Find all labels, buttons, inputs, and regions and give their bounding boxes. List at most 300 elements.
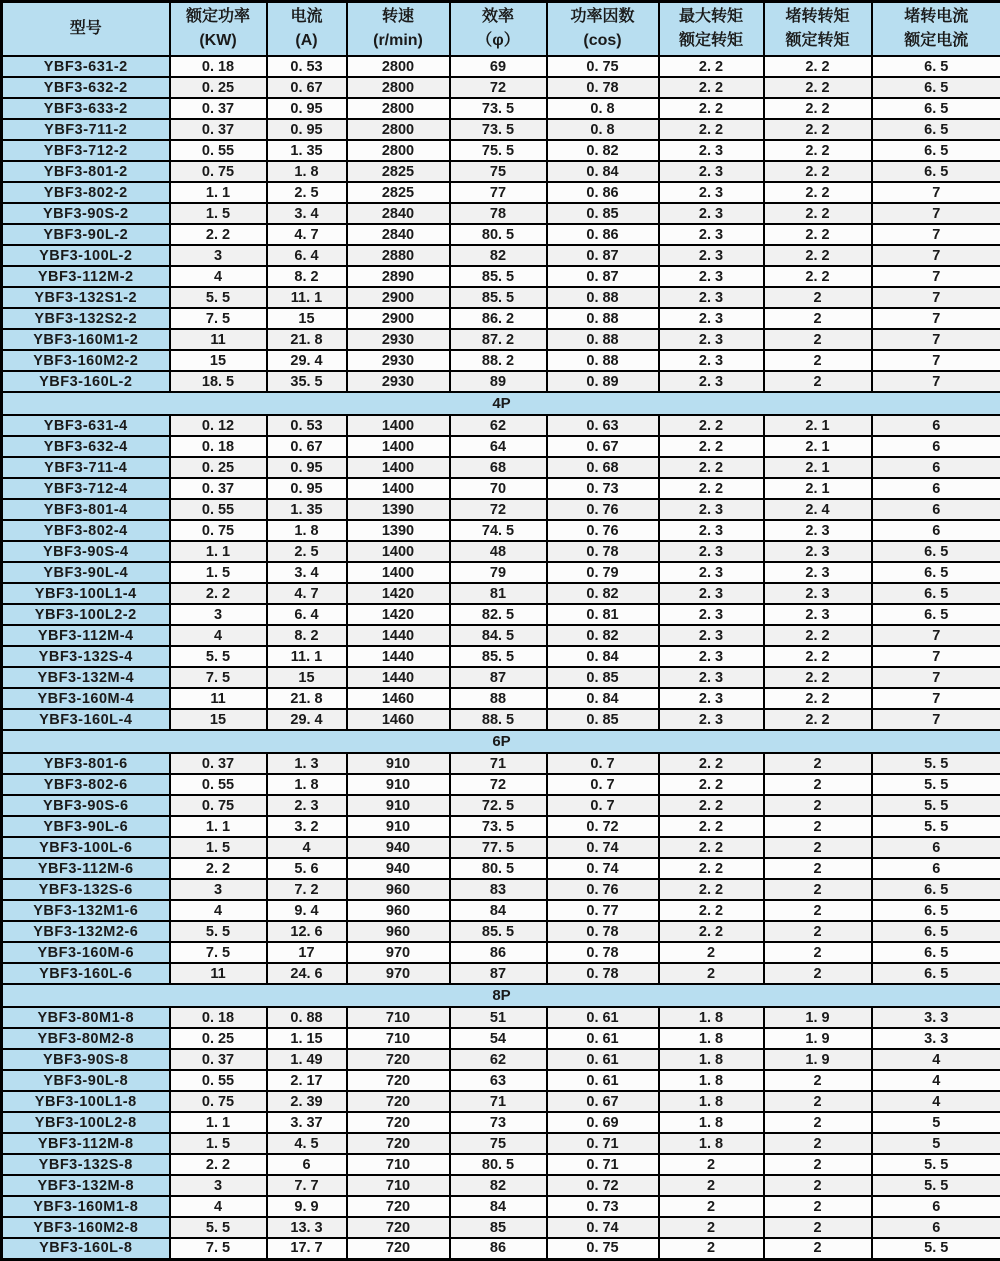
model-cell: YBF3-100L1-4 bbox=[2, 583, 170, 604]
value-cell: 2. 2 bbox=[659, 858, 764, 879]
value-cell: 0. 78 bbox=[547, 921, 659, 942]
value-cell: 2. 2 bbox=[764, 709, 872, 730]
value-cell: 2 bbox=[764, 350, 872, 371]
value-cell: 0. 82 bbox=[547, 583, 659, 604]
value-cell: 2840 bbox=[347, 224, 450, 245]
value-cell: 2. 2 bbox=[764, 98, 872, 119]
value-cell: 0. 61 bbox=[547, 1049, 659, 1070]
value-cell: 5. 5 bbox=[170, 921, 267, 942]
value-cell: 5. 5 bbox=[872, 1175, 1000, 1196]
value-cell: 2930 bbox=[347, 350, 450, 371]
value-cell: 6 bbox=[872, 499, 1000, 520]
value-cell: 710 bbox=[347, 1007, 450, 1028]
model-cell: YBF3-160L-8 bbox=[2, 1238, 170, 1259]
value-cell: 0. 18 bbox=[170, 1007, 267, 1028]
value-cell: 2. 1 bbox=[764, 457, 872, 478]
value-cell: 2 bbox=[659, 1154, 764, 1175]
value-cell: 2840 bbox=[347, 203, 450, 224]
model-cell: YBF3-100L2-8 bbox=[2, 1112, 170, 1133]
value-cell: 2880 bbox=[347, 245, 450, 266]
value-cell: 1. 15 bbox=[267, 1028, 347, 1049]
value-cell: 69 bbox=[450, 56, 547, 77]
value-cell: 2. 3 bbox=[659, 161, 764, 182]
value-cell: 3. 37 bbox=[267, 1112, 347, 1133]
value-cell: 7 bbox=[872, 371, 1000, 392]
value-cell: 82 bbox=[450, 1175, 547, 1196]
value-cell: 2 bbox=[764, 837, 872, 858]
value-cell: 51 bbox=[450, 1007, 547, 1028]
value-cell: 0. 95 bbox=[267, 119, 347, 140]
value-cell: 1. 8 bbox=[659, 1007, 764, 1028]
value-cell: 720 bbox=[347, 1217, 450, 1238]
value-cell: 2 bbox=[764, 900, 872, 921]
table-row bbox=[2, 541, 1000, 562]
value-cell: 9. 4 bbox=[267, 900, 347, 921]
value-cell: 2 bbox=[764, 371, 872, 392]
model-cell: YBF3-712-4 bbox=[2, 478, 170, 499]
model-cell: YBF3-132S-8 bbox=[2, 1154, 170, 1175]
value-cell: 7. 2 bbox=[267, 879, 347, 900]
value-cell: 73. 5 bbox=[450, 98, 547, 119]
value-cell: 80. 5 bbox=[450, 858, 547, 879]
value-cell: 6 bbox=[872, 858, 1000, 879]
value-cell: 73. 5 bbox=[450, 816, 547, 837]
table-row bbox=[2, 646, 1000, 667]
value-cell: 2. 2 bbox=[659, 457, 764, 478]
value-cell: 2. 1 bbox=[764, 436, 872, 457]
value-cell: 0. 37 bbox=[170, 119, 267, 140]
model-cell: YBF3-132M-4 bbox=[2, 667, 170, 688]
value-cell: 1. 9 bbox=[764, 1049, 872, 1070]
value-cell: 970 bbox=[347, 942, 450, 963]
value-cell: 3. 3 bbox=[872, 1028, 1000, 1049]
value-cell: 11 bbox=[170, 963, 267, 984]
value-cell: 11. 1 bbox=[267, 287, 347, 308]
model-cell: YBF3-631-4 bbox=[2, 415, 170, 436]
value-cell: 5. 5 bbox=[872, 1154, 1000, 1175]
table-row bbox=[2, 1175, 1000, 1196]
value-cell: 0. 69 bbox=[547, 1112, 659, 1133]
value-cell: 0. 75 bbox=[170, 161, 267, 182]
value-cell: 2. 2 bbox=[764, 224, 872, 245]
value-cell: 2. 2 bbox=[659, 921, 764, 942]
value-cell: 0. 84 bbox=[547, 161, 659, 182]
value-cell: 7 bbox=[872, 625, 1000, 646]
value-cell: 1. 8 bbox=[659, 1070, 764, 1091]
value-cell: 720 bbox=[347, 1133, 450, 1154]
value-cell: 6. 5 bbox=[872, 119, 1000, 140]
value-cell: 2. 3 bbox=[659, 646, 764, 667]
value-cell: 2 bbox=[764, 1238, 872, 1259]
value-cell: 86 bbox=[450, 1238, 547, 1259]
value-cell: 1. 8 bbox=[659, 1133, 764, 1154]
model-cell: YBF3-801-4 bbox=[2, 499, 170, 520]
value-cell: 0. 72 bbox=[547, 1175, 659, 1196]
table-row bbox=[2, 436, 1000, 457]
model-cell: YBF3-112M-6 bbox=[2, 858, 170, 879]
value-cell: 2. 2 bbox=[659, 119, 764, 140]
value-cell: 7. 5 bbox=[170, 667, 267, 688]
value-cell: 6. 5 bbox=[872, 562, 1000, 583]
value-cell: 2. 2 bbox=[764, 161, 872, 182]
value-cell: 6 bbox=[872, 837, 1000, 858]
table-row bbox=[2, 709, 1000, 730]
value-cell: 0. 73 bbox=[547, 478, 659, 499]
value-cell: 0. 25 bbox=[170, 457, 267, 478]
value-cell: 2930 bbox=[347, 371, 450, 392]
table-row bbox=[2, 119, 1000, 140]
value-cell: 0. 75 bbox=[170, 520, 267, 541]
model-cell: YBF3-100L2-2 bbox=[2, 604, 170, 625]
value-cell: 2 bbox=[764, 795, 872, 816]
value-cell: 83 bbox=[450, 879, 547, 900]
header-cell-1: 额定功率 (KW) bbox=[170, 2, 267, 57]
table-row bbox=[2, 879, 1000, 900]
value-cell: 4. 7 bbox=[267, 583, 347, 604]
value-cell: 5. 6 bbox=[267, 858, 347, 879]
section-separator-row bbox=[2, 730, 1000, 753]
model-cell: YBF3-132S1-2 bbox=[2, 287, 170, 308]
value-cell: 1440 bbox=[347, 646, 450, 667]
value-cell: 0. 95 bbox=[267, 478, 347, 499]
value-cell: 3. 4 bbox=[267, 562, 347, 583]
header-row bbox=[2, 2, 1000, 57]
value-cell: 7. 5 bbox=[170, 308, 267, 329]
model-cell: YBF3-631-2 bbox=[2, 56, 170, 77]
value-cell: 74. 5 bbox=[450, 520, 547, 541]
value-cell: 2. 3 bbox=[659, 520, 764, 541]
value-cell: 960 bbox=[347, 900, 450, 921]
value-cell: 7 bbox=[872, 266, 1000, 287]
value-cell: 2 bbox=[764, 1070, 872, 1091]
value-cell: 910 bbox=[347, 795, 450, 816]
value-cell: 85. 5 bbox=[450, 287, 547, 308]
value-cell: 18. 5 bbox=[170, 371, 267, 392]
value-cell: 0. 75 bbox=[170, 795, 267, 816]
value-cell: 81 bbox=[450, 583, 547, 604]
value-cell: 85. 5 bbox=[450, 266, 547, 287]
model-cell: YBF3-112M-4 bbox=[2, 625, 170, 646]
value-cell: 2900 bbox=[347, 308, 450, 329]
value-cell: 2. 1 bbox=[764, 478, 872, 499]
model-cell: YBF3-90S-8 bbox=[2, 1049, 170, 1070]
value-cell: 2. 5 bbox=[267, 541, 347, 562]
table-row bbox=[2, 1196, 1000, 1217]
value-cell: 2. 1 bbox=[764, 415, 872, 436]
model-cell: YBF3-632-4 bbox=[2, 436, 170, 457]
value-cell: 2 bbox=[764, 308, 872, 329]
value-cell: 6. 5 bbox=[872, 900, 1000, 921]
value-cell: 17 bbox=[267, 942, 347, 963]
value-cell: 0. 78 bbox=[547, 77, 659, 98]
model-cell: YBF3-132M-8 bbox=[2, 1175, 170, 1196]
value-cell: 720 bbox=[347, 1112, 450, 1133]
value-cell: 7 bbox=[872, 182, 1000, 203]
value-cell: 2800 bbox=[347, 56, 450, 77]
value-cell: 6 bbox=[267, 1154, 347, 1175]
table-row bbox=[2, 371, 1000, 392]
value-cell: 7 bbox=[872, 224, 1000, 245]
value-cell: 6. 5 bbox=[872, 879, 1000, 900]
table-body bbox=[2, 56, 1000, 1259]
value-cell: 2. 5 bbox=[267, 182, 347, 203]
value-cell: 0. 76 bbox=[547, 520, 659, 541]
model-cell: YBF3-80M2-8 bbox=[2, 1028, 170, 1049]
value-cell: 63 bbox=[450, 1070, 547, 1091]
value-cell: 82. 5 bbox=[450, 604, 547, 625]
value-cell: 2. 2 bbox=[170, 858, 267, 879]
value-cell: 15 bbox=[267, 308, 347, 329]
model-cell: YBF3-100L1-8 bbox=[2, 1091, 170, 1112]
value-cell: 7 bbox=[872, 329, 1000, 350]
value-cell: 0. 88 bbox=[547, 350, 659, 371]
value-cell: 1390 bbox=[347, 520, 450, 541]
value-cell: 970 bbox=[347, 963, 450, 984]
value-cell: 7 bbox=[872, 287, 1000, 308]
value-cell: 1400 bbox=[347, 457, 450, 478]
value-cell: 4 bbox=[170, 1196, 267, 1217]
header-cell-0: 型号 bbox=[2, 2, 170, 57]
value-cell: 0. 78 bbox=[547, 541, 659, 562]
table-header bbox=[2, 2, 1000, 57]
value-cell: 4 bbox=[170, 266, 267, 287]
value-cell: 84. 5 bbox=[450, 625, 547, 646]
value-cell: 2. 2 bbox=[764, 646, 872, 667]
value-cell: 0. 61 bbox=[547, 1070, 659, 1091]
value-cell: 2. 3 bbox=[659, 182, 764, 203]
model-cell: YBF3-90L-6 bbox=[2, 816, 170, 837]
value-cell: 0. 55 bbox=[170, 140, 267, 161]
value-cell: 2. 4 bbox=[764, 499, 872, 520]
value-cell: 2 bbox=[764, 963, 872, 984]
value-cell: 1. 8 bbox=[267, 520, 347, 541]
table-row bbox=[2, 963, 1000, 984]
value-cell: 1. 5 bbox=[170, 837, 267, 858]
value-cell: 6 bbox=[872, 1217, 1000, 1238]
table-row bbox=[2, 77, 1000, 98]
value-cell: 2. 3 bbox=[764, 583, 872, 604]
model-cell: YBF3-160M2-8 bbox=[2, 1217, 170, 1238]
value-cell: 82 bbox=[450, 245, 547, 266]
model-cell: YBF3-160M1-2 bbox=[2, 329, 170, 350]
model-cell: YBF3-160M-6 bbox=[2, 942, 170, 963]
value-cell: 1. 8 bbox=[267, 774, 347, 795]
table-row bbox=[2, 625, 1000, 646]
value-cell: 17. 7 bbox=[267, 1238, 347, 1259]
value-cell: 2. 17 bbox=[267, 1070, 347, 1091]
value-cell: 2. 2 bbox=[764, 245, 872, 266]
value-cell: 2. 2 bbox=[659, 816, 764, 837]
value-cell: 2. 2 bbox=[659, 774, 764, 795]
value-cell: 0. 89 bbox=[547, 371, 659, 392]
value-cell: 5 bbox=[872, 1112, 1000, 1133]
value-cell: 0. 37 bbox=[170, 1049, 267, 1070]
table-row bbox=[2, 688, 1000, 709]
value-cell: 1400 bbox=[347, 541, 450, 562]
value-cell: 2. 2 bbox=[659, 436, 764, 457]
value-cell: 62 bbox=[450, 1049, 547, 1070]
value-cell: 2. 3 bbox=[659, 709, 764, 730]
value-cell: 2800 bbox=[347, 77, 450, 98]
section-label: 4P bbox=[2, 392, 1000, 415]
value-cell: 2. 3 bbox=[659, 245, 764, 266]
value-cell: 720 bbox=[347, 1238, 450, 1259]
value-cell: 710 bbox=[347, 1154, 450, 1175]
model-cell: YBF3-802-6 bbox=[2, 774, 170, 795]
header-cell-8: 堵转电流 额定电流 bbox=[872, 2, 1000, 57]
value-cell: 0. 7 bbox=[547, 753, 659, 774]
table-row bbox=[2, 858, 1000, 879]
model-cell: YBF3-90L-2 bbox=[2, 224, 170, 245]
value-cell: 85. 5 bbox=[450, 646, 547, 667]
value-cell: 29. 4 bbox=[267, 350, 347, 371]
value-cell: 4 bbox=[170, 900, 267, 921]
value-cell: 4 bbox=[170, 625, 267, 646]
value-cell: 940 bbox=[347, 858, 450, 879]
value-cell: 1. 5 bbox=[170, 1133, 267, 1154]
value-cell: 2. 2 bbox=[659, 77, 764, 98]
header-cell-2: 电流 (A) bbox=[267, 2, 347, 57]
value-cell: 4. 5 bbox=[267, 1133, 347, 1154]
model-cell: YBF3-80M1-8 bbox=[2, 1007, 170, 1028]
value-cell: 79 bbox=[450, 562, 547, 583]
value-cell: 2. 2 bbox=[764, 203, 872, 224]
value-cell: 1. 49 bbox=[267, 1049, 347, 1070]
value-cell: 5. 5 bbox=[170, 1217, 267, 1238]
model-cell: YBF3-100L-2 bbox=[2, 245, 170, 266]
value-cell: 35. 5 bbox=[267, 371, 347, 392]
value-cell: 5. 5 bbox=[872, 774, 1000, 795]
table-row bbox=[2, 795, 1000, 816]
table-row bbox=[2, 900, 1000, 921]
value-cell: 960 bbox=[347, 879, 450, 900]
value-cell: 12. 6 bbox=[267, 921, 347, 942]
value-cell: 2. 3 bbox=[659, 562, 764, 583]
table-row bbox=[2, 1112, 1000, 1133]
model-cell: YBF3-132M2-6 bbox=[2, 921, 170, 942]
value-cell: 29. 4 bbox=[267, 709, 347, 730]
value-cell: 2. 2 bbox=[764, 140, 872, 161]
value-cell: 0. 55 bbox=[170, 1070, 267, 1091]
value-cell: 4 bbox=[872, 1049, 1000, 1070]
model-cell: YBF3-801-6 bbox=[2, 753, 170, 774]
model-cell: YBF3-100L-6 bbox=[2, 837, 170, 858]
value-cell: 1. 5 bbox=[170, 203, 267, 224]
value-cell: 88 bbox=[450, 688, 547, 709]
model-cell: YBF3-711-4 bbox=[2, 457, 170, 478]
value-cell: 0. 84 bbox=[547, 646, 659, 667]
value-cell: 2. 2 bbox=[764, 688, 872, 709]
model-cell: YBF3-160L-4 bbox=[2, 709, 170, 730]
table-row bbox=[2, 266, 1000, 287]
value-cell: 2 bbox=[764, 942, 872, 963]
value-cell: 910 bbox=[347, 816, 450, 837]
value-cell: 2800 bbox=[347, 119, 450, 140]
value-cell: 710 bbox=[347, 1175, 450, 1196]
value-cell: 75 bbox=[450, 161, 547, 182]
value-cell: 2825 bbox=[347, 161, 450, 182]
model-cell: YBF3-802-4 bbox=[2, 520, 170, 541]
value-cell: 3 bbox=[170, 1175, 267, 1196]
value-cell: 0. 79 bbox=[547, 562, 659, 583]
table-row bbox=[2, 1028, 1000, 1049]
value-cell: 6. 4 bbox=[267, 245, 347, 266]
value-cell: 5. 5 bbox=[170, 646, 267, 667]
value-cell: 5. 5 bbox=[872, 1238, 1000, 1259]
value-cell: 24. 6 bbox=[267, 963, 347, 984]
value-cell: 87 bbox=[450, 667, 547, 688]
value-cell: 720 bbox=[347, 1070, 450, 1091]
value-cell: 0. 72 bbox=[547, 816, 659, 837]
value-cell: 0. 88 bbox=[267, 1007, 347, 1028]
value-cell: 0. 78 bbox=[547, 942, 659, 963]
value-cell: 2. 2 bbox=[659, 795, 764, 816]
value-cell: 0. 87 bbox=[547, 245, 659, 266]
header-cell-3: 转速 (r/min) bbox=[347, 2, 450, 57]
value-cell: 4 bbox=[267, 837, 347, 858]
table-row bbox=[2, 1133, 1000, 1154]
model-cell: YBF3-90L-8 bbox=[2, 1070, 170, 1091]
table-row bbox=[2, 816, 1000, 837]
table-row bbox=[2, 1007, 1000, 1028]
value-cell: 68 bbox=[450, 457, 547, 478]
value-cell: 15 bbox=[170, 709, 267, 730]
value-cell: 2900 bbox=[347, 287, 450, 308]
value-cell: 2 bbox=[764, 1112, 872, 1133]
value-cell: 0. 74 bbox=[547, 1217, 659, 1238]
value-cell: 0. 63 bbox=[547, 415, 659, 436]
value-cell: 1400 bbox=[347, 478, 450, 499]
value-cell: 0. 75 bbox=[547, 1238, 659, 1259]
value-cell: 87. 2 bbox=[450, 329, 547, 350]
value-cell: 2. 3 bbox=[764, 520, 872, 541]
value-cell: 84 bbox=[450, 1196, 547, 1217]
value-cell: 2800 bbox=[347, 98, 450, 119]
value-cell: 2 bbox=[764, 753, 872, 774]
value-cell: 2 bbox=[764, 1133, 872, 1154]
value-cell: 15 bbox=[267, 667, 347, 688]
value-cell: 2. 3 bbox=[659, 203, 764, 224]
value-cell: 4 bbox=[872, 1091, 1000, 1112]
value-cell: 72 bbox=[450, 499, 547, 520]
value-cell: 0. 82 bbox=[547, 140, 659, 161]
value-cell: 2 bbox=[659, 1238, 764, 1259]
value-cell: 3 bbox=[170, 604, 267, 625]
value-cell: 1. 1 bbox=[170, 1112, 267, 1133]
value-cell: 7 bbox=[872, 308, 1000, 329]
value-cell: 88. 2 bbox=[450, 350, 547, 371]
value-cell: 0. 25 bbox=[170, 1028, 267, 1049]
table-row bbox=[2, 1091, 1000, 1112]
value-cell: 0. 78 bbox=[547, 963, 659, 984]
value-cell: 72 bbox=[450, 77, 547, 98]
table-row bbox=[2, 140, 1000, 161]
value-cell: 15 bbox=[170, 350, 267, 371]
value-cell: 70 bbox=[450, 478, 547, 499]
header-cell-7: 堵转转矩 额定转矩 bbox=[764, 2, 872, 57]
value-cell: 0. 61 bbox=[547, 1007, 659, 1028]
value-cell: 2 bbox=[764, 774, 872, 795]
table-row bbox=[2, 415, 1000, 436]
value-cell: 2. 2 bbox=[659, 415, 764, 436]
value-cell: 2. 3 bbox=[659, 287, 764, 308]
table-row bbox=[2, 520, 1000, 541]
table-row bbox=[2, 667, 1000, 688]
value-cell: 6 bbox=[872, 457, 1000, 478]
value-cell: 0. 53 bbox=[267, 415, 347, 436]
value-cell: 0. 8 bbox=[547, 98, 659, 119]
value-cell: 73 bbox=[450, 1112, 547, 1133]
